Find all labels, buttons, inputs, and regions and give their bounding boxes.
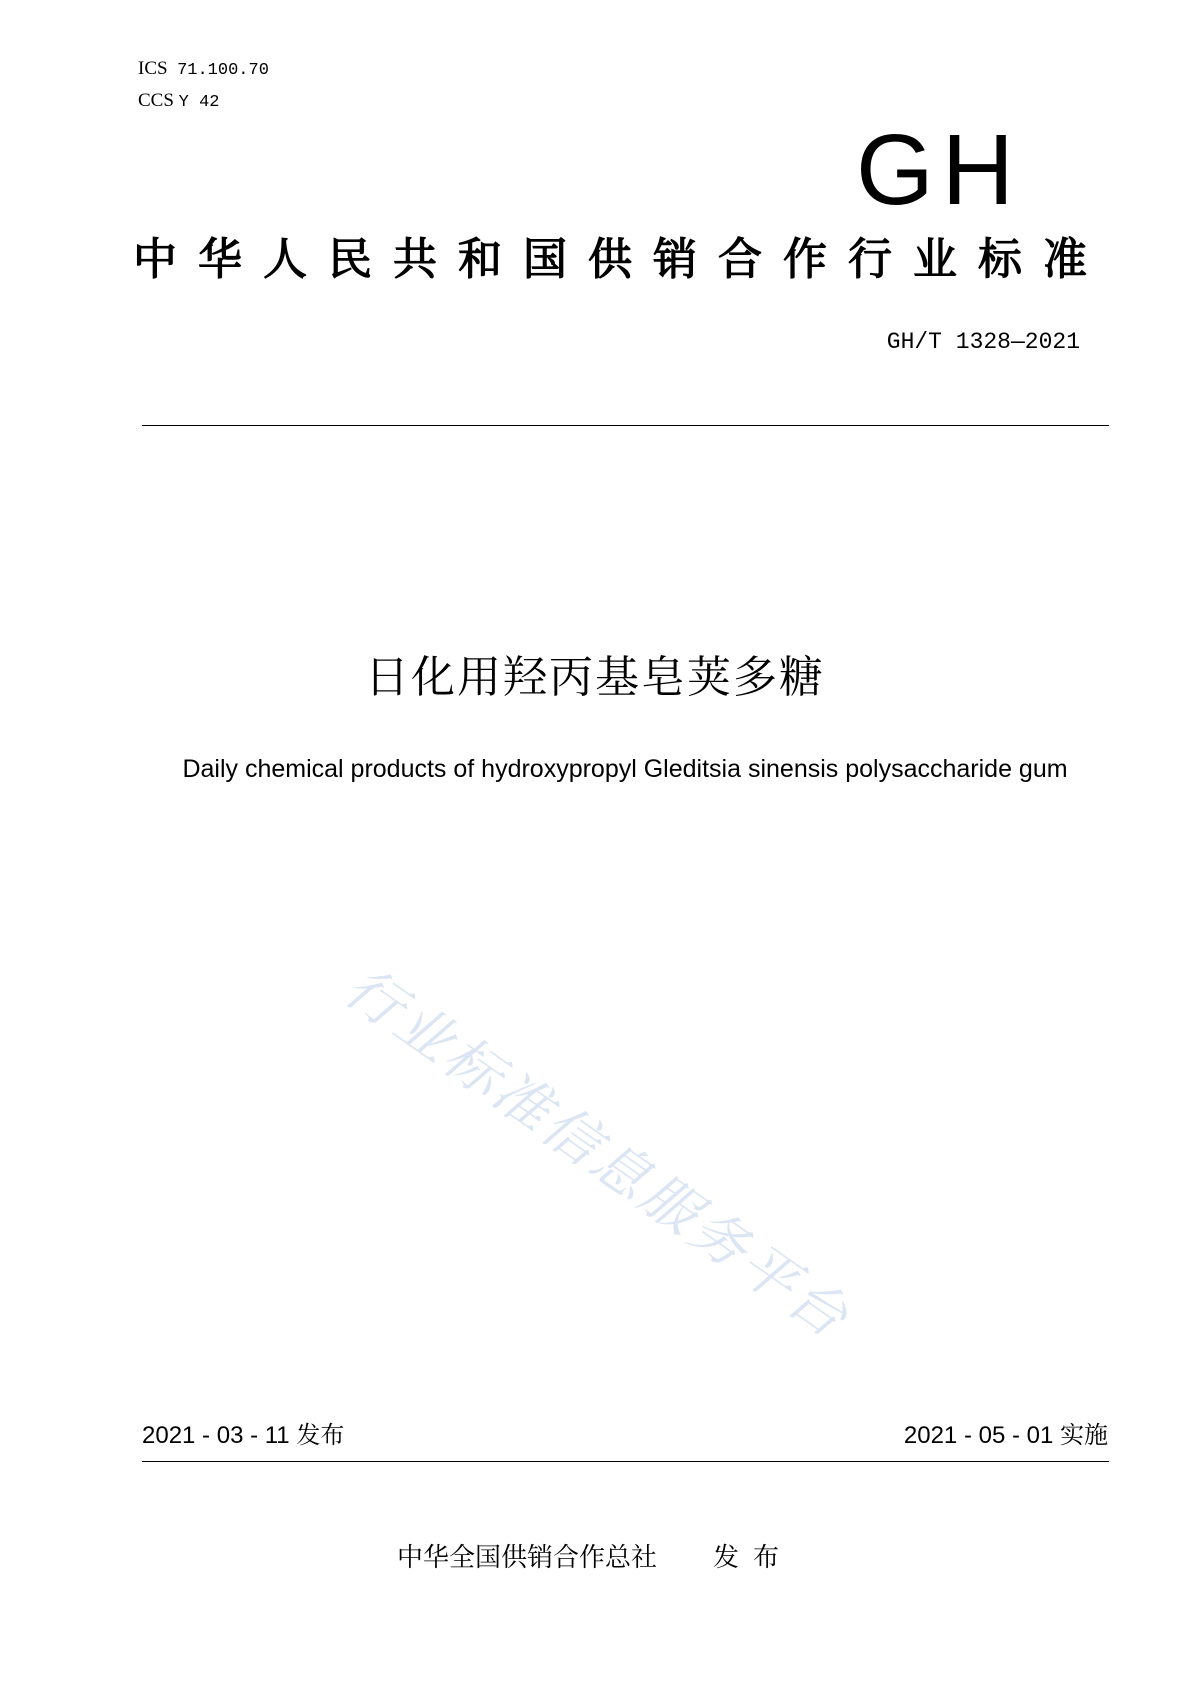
issuing-standard-category-title: 中华人民共和国供销合作行业标准	[133, 234, 1108, 285]
bottom-divider	[142, 1461, 1109, 1462]
publisher-line	[0, 1540, 1190, 1576]
publisher-action: 发布	[713, 1543, 794, 1573]
issue-date: 2021 - 03 - 11 发布	[142, 1422, 345, 1449]
watermark: 行业标准信息服务平台	[333, 954, 862, 1353]
ccs-code-line	[138, 90, 219, 114]
document-title-english: Daily chemical products of hydroxypropyl Gleditsia sinensis polysaccharide gum	[182, 755, 1068, 783]
ccs-label: CCS	[138, 90, 174, 111]
ics-label: ICS	[138, 58, 168, 79]
ics-code: 71.100.70	[177, 61, 269, 80]
top-divider	[142, 425, 1109, 426]
publisher-name: 中华全国供销合作总社	[396, 1543, 657, 1573]
ics-code-line	[138, 58, 269, 82]
implementation-date: 2021 - 05 - 01 实施	[903, 1422, 1108, 1449]
ccs-code: Y 42	[178, 93, 220, 112]
gh-logo: GH	[856, 114, 1022, 226]
document-title-chinese: 日化用羟丙基皂荚多糖	[365, 652, 825, 703]
standard-number: GH/T 1328—2021	[886, 329, 1080, 355]
